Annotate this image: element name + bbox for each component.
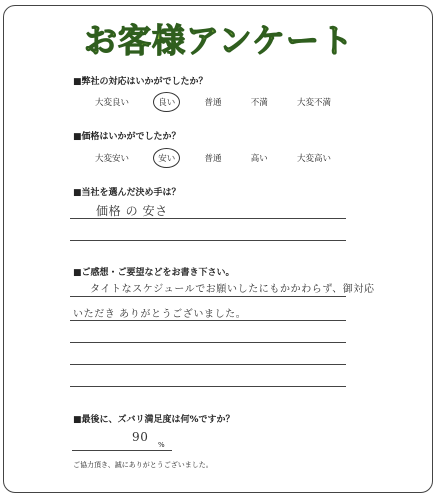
satisfaction-answer[interactable]: 90	[132, 430, 149, 444]
question-reason-label: ■当社を選んだ決め手は？	[73, 188, 181, 198]
answer-line	[70, 218, 346, 219]
service-option-average[interactable]: 普通	[204, 98, 222, 108]
question-price-label: ■価格はいかがでしたか？	[73, 132, 181, 142]
percent-unit: %	[158, 441, 165, 449]
answer-line	[70, 342, 346, 343]
service-option-very-good[interactable]: 大変良い	[95, 98, 130, 108]
question-comments-label: ■ご感想・ご要望などをお書き下さい。	[73, 268, 235, 278]
price-option-very-cheap[interactable]: 大変安い	[95, 154, 130, 164]
service-option-very-dissatisfied[interactable]: 大変不満	[296, 98, 331, 108]
answer-line	[70, 386, 346, 387]
satisfaction-line	[72, 450, 172, 451]
price-option-very-expensive[interactable]: 大変高い	[296, 154, 331, 164]
answer-line	[70, 364, 346, 365]
reason-answer[interactable]: 価格 の 安さ	[96, 204, 168, 218]
answer-line	[70, 320, 346, 321]
answer-line	[70, 240, 346, 241]
comments-answer-line2[interactable]: いただき ありがとうございました。	[73, 309, 247, 320]
question-service-label: ■弊社の対応はいかがでしたか？	[73, 77, 208, 87]
price-option-average[interactable]: 普通	[204, 154, 222, 164]
price-rating-options	[93, 152, 333, 164]
survey-title: お客様アンケート	[83, 21, 355, 60]
comments-answer-line1[interactable]: タイトなスケジュールでお願いしたにもかかわらず、御対応	[90, 284, 375, 295]
service-option-good-selected[interactable]: 良い	[158, 98, 176, 108]
service-option-dissatisfied[interactable]: 不満	[250, 98, 268, 108]
service-rating-options	[93, 96, 333, 108]
question-satisfaction-label: ■最後に、ズバリ満足度は何%ですか？	[73, 415, 235, 425]
answer-line	[70, 296, 346, 297]
footer-thanks: ご協力頂き、誠にありがとうございました。	[73, 461, 213, 469]
price-option-expensive[interactable]: 高い	[250, 154, 268, 164]
price-option-cheap-selected[interactable]: 安い	[158, 154, 176, 164]
